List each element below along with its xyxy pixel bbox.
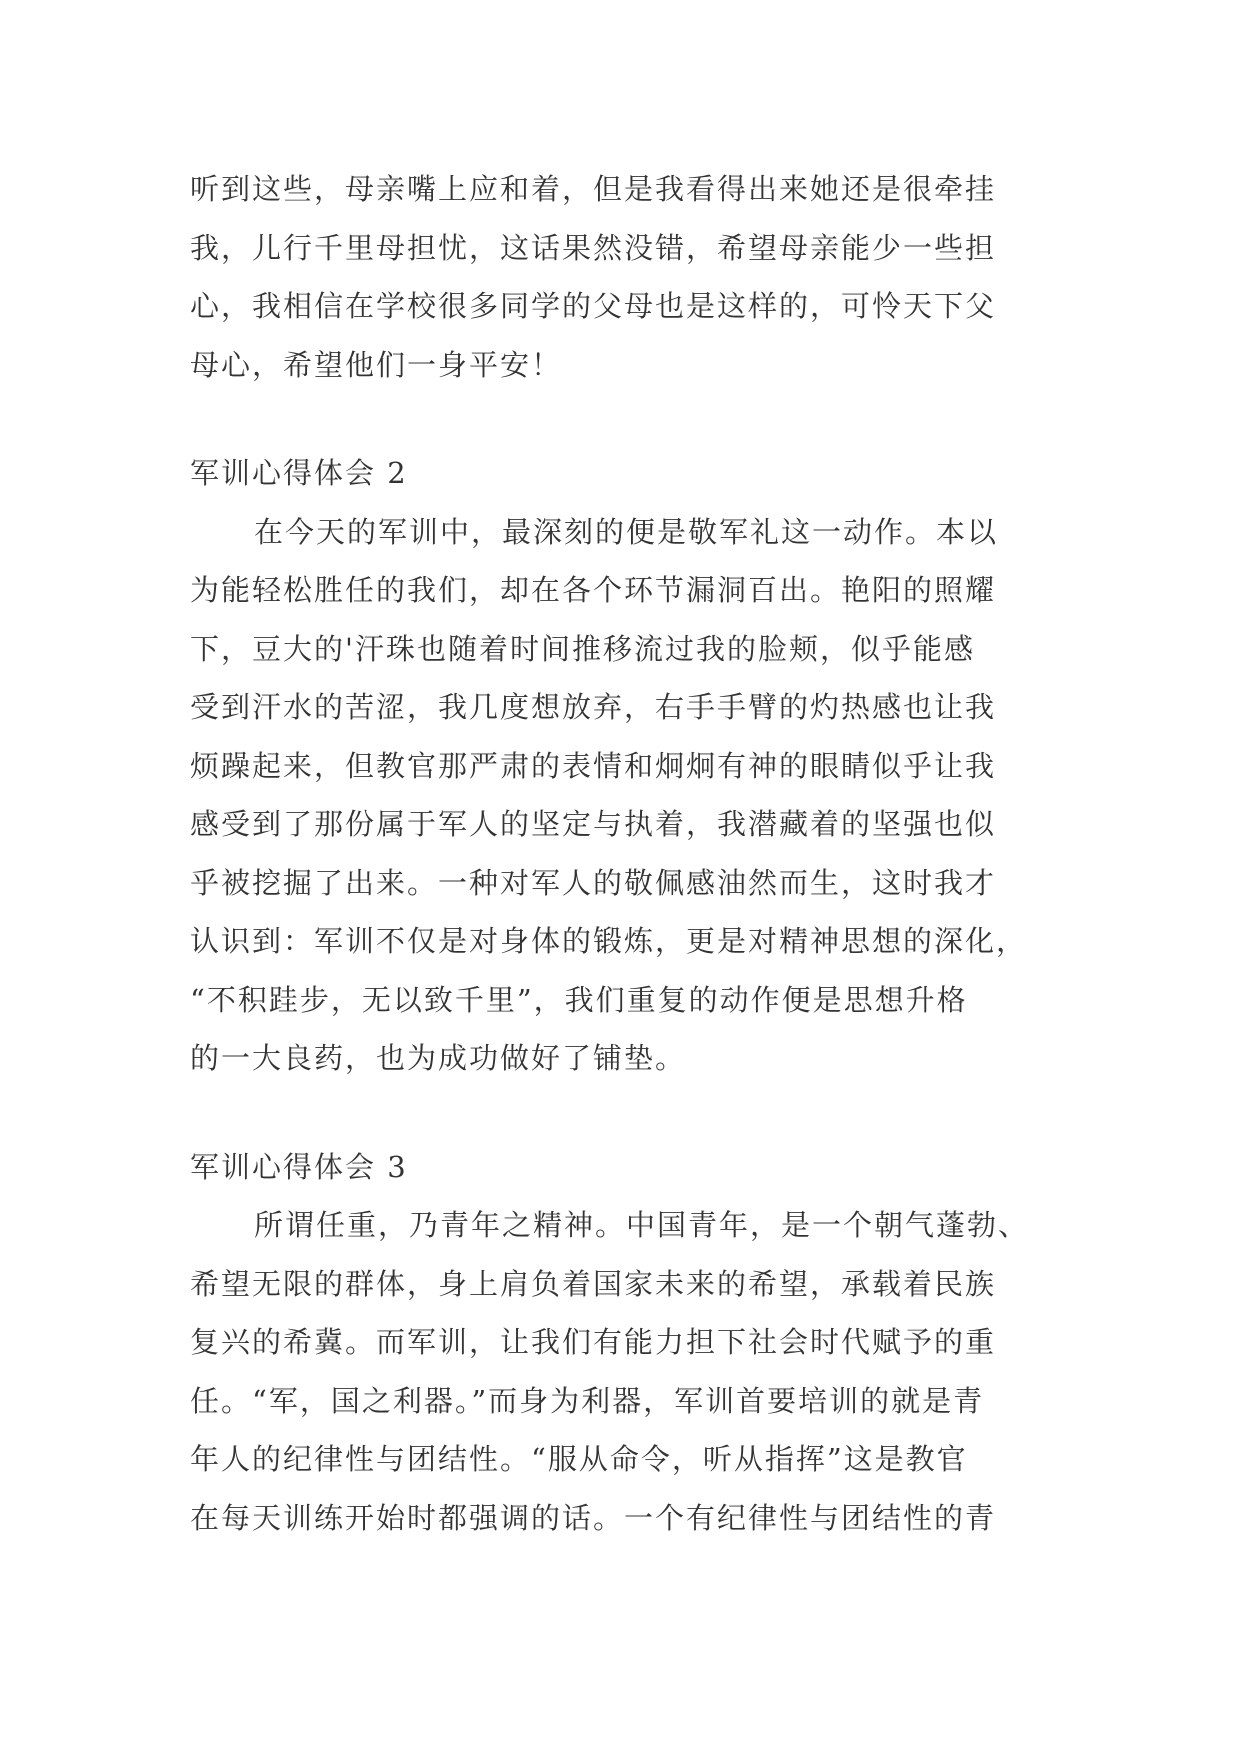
- text-line: 听到这些，母亲嘴上应和着，但是我看得出来她还是很牵挂: [190, 172, 997, 206]
- text-line: 的一大良药，也为成功做好了铺垫。: [190, 1041, 687, 1075]
- text-line: 希望无限的群体，身上肩负着国家未来的希望，承载着民族: [190, 1266, 997, 1301]
- text-line: 受到汗水的苦涩，我几度想放弃，右手手臂的灼热感也让我: [190, 690, 997, 724]
- text-line: 在每天训练开始时都强调的话。一个有纪律性与团结性的青: [190, 1500, 997, 1535]
- section-heading-3: 军训心得体会 3: [190, 1149, 408, 1184]
- text-line: 为能轻松胜任的我们，却在各个环节漏洞百出。艳阳的照耀: [190, 573, 997, 607]
- section-2-paragraph: [190, 503, 1050, 1088]
- text-line: 年人的纪律性与团结性。“服从命令，听从指挥”这是教官: [190, 1442, 968, 1476]
- text-line: 感受到了那份属于军人的坚定与执着，我潜藏着的坚强也似: [190, 807, 997, 841]
- section-heading-2: 军训心得体会 2: [190, 456, 408, 490]
- text-line: 在今天的军训中，最深刻的便是敬军礼这一动作。本以: [254, 514, 999, 549]
- text-line: 心，我相信在学校很多同学的父母也是这样的，可怜天下父: [190, 289, 997, 323]
- text-line: “不积跬步，无以致千里”，我们重复的动作便是思想升格: [190, 982, 968, 1017]
- document-body: [190, 160, 1050, 1547]
- text-line: 认识到：军训不仅是对身体的锻炼，更是对精神思想的深化，: [190, 924, 1028, 958]
- text-line: 我，儿行千里母担忧，这话果然没错，希望母亲能少一些担: [190, 230, 997, 265]
- text-line: 母心，希望他们一身平安！: [190, 347, 563, 382]
- section-3-paragraph: [190, 1196, 1050, 1547]
- text-line: 烦躁起来，但教官那严肃的表情和炯炯有神的眼睛似乎让我: [190, 748, 997, 783]
- text-line: 乎被挖掘了出来。一种对军人的敬佩感油然而生，这时我才: [190, 865, 997, 900]
- text-line: 下，豆大的'汗珠也随着时间推移流过我的脸颊，似乎能感: [190, 631, 975, 666]
- text-line: 任。“军，国之利器。”而身为利器，军训首要培训的就是青: [190, 1383, 985, 1418]
- intro-paragraph: [190, 160, 1050, 394]
- text-line: 所谓任重，乃青年之精神。中国青年，是一个朝气蓬勃、: [254, 1208, 1030, 1242]
- text-line: 复兴的希冀。而军训，让我们有能力担下社会时代赋予的重: [190, 1325, 997, 1359]
